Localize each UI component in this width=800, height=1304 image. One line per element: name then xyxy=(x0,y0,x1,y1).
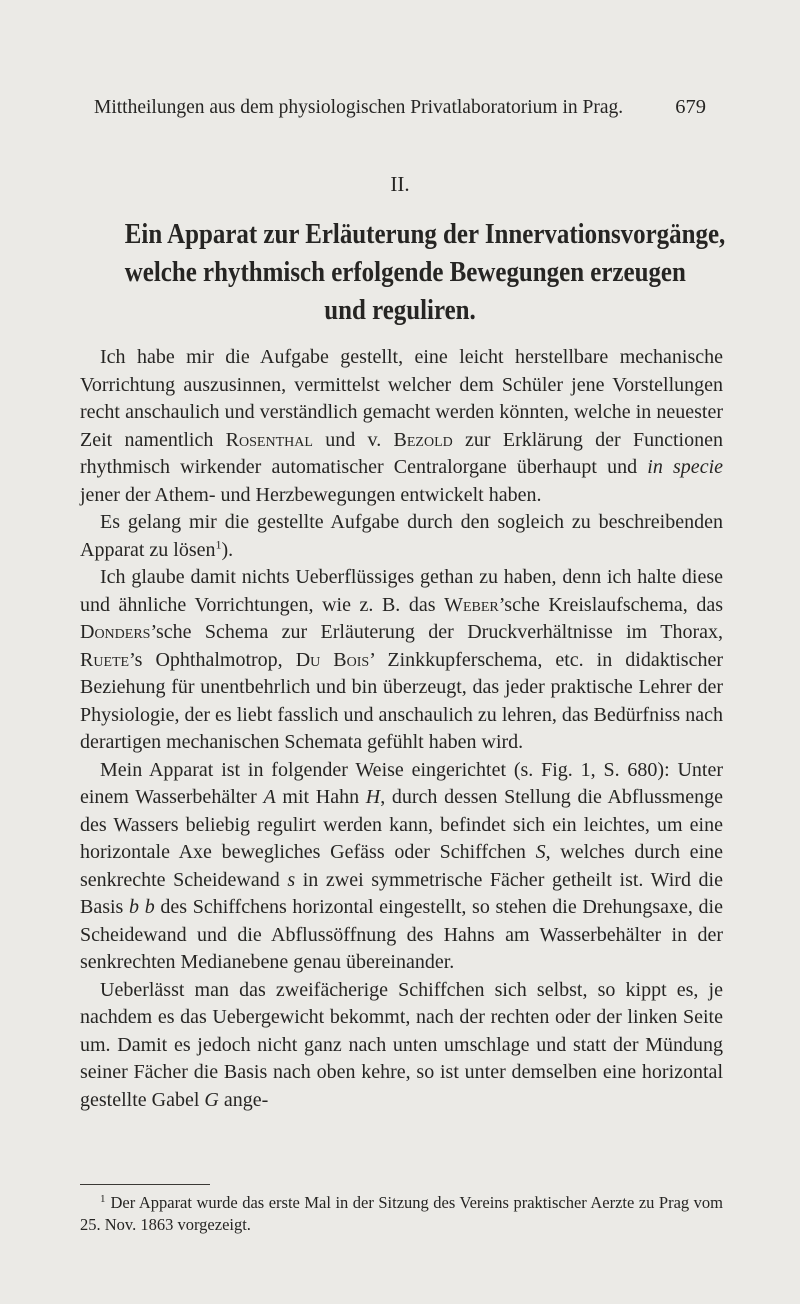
text-run: Mein Apparat ist in folgender Weise eingerichtet (s. Fig. 1, S. 680): Unter einem Wasserbehälter xyxy=(80,758,723,808)
text-run: Ich glaube damit nichts Ueberflüssiges gethan zu haben, denn ich halte diese und ähnliche Vorrichtungen, wie z. B. das xyxy=(80,566,723,616)
text-run: ’sche Kreislaufschema, das xyxy=(498,593,723,616)
title-line-3: und reguliren. xyxy=(324,294,476,326)
text-run: in zwei symmetrische Fächer getheilt ist. Wird die Basis xyxy=(80,868,723,918)
symbol-s-upper: S xyxy=(535,841,546,863)
text-run: ange- xyxy=(218,1088,269,1111)
text-run: jener der Athem- und Herzbewegungen entwickelt haben. xyxy=(80,483,542,506)
footnote-reference[interactable]: 1 xyxy=(215,536,222,551)
text-run: ). xyxy=(221,538,234,561)
symbol-a: A xyxy=(263,786,276,808)
text-run: ’s Ophthalmotrop, xyxy=(129,648,296,671)
author-name-rosenthal: Rosenthal xyxy=(225,428,313,451)
paragraph-5 xyxy=(80,977,723,1115)
footnote-text: Der Apparat wurde das erste Mal in der Sitzung des Vereins praktischer Aerzte zu Prag vom 25. Nov. 1863 vorgezeigt. xyxy=(80,1193,723,1234)
section-number: II. xyxy=(390,172,410,196)
text-run: des Schiffchens horizontal eingestellt, so stehen die Drehungsaxe, die Scheidewand und die Abflussöffnung des Hahns am Wasserbehälter in der senkrechten Medianebene genau übereinander. xyxy=(80,896,723,973)
text-run: , durch dessen Stellung die Abflussmenge des Wassers beliebig regulirt werden kann, befindet sich ein leichtes, um eine horizontale Axe bewegliches Gefäss oder Schiffchen xyxy=(80,786,723,863)
paragraph-3 xyxy=(80,564,723,757)
footnote xyxy=(80,1192,723,1236)
text-run: Ich habe mir die Aufgabe gestellt, eine leicht herstellbare mechanische Vorrichtung auszusinnen, vermittelst welcher dem Schüler jene Vorstellungen recht anschaulich und verständlich gemacht werden könnten, welche in neuester Zeit namentlich xyxy=(80,346,723,451)
symbol-g: G xyxy=(204,1088,219,1111)
author-name-donders: Donders xyxy=(80,621,151,643)
running-head xyxy=(94,96,706,119)
text-run: und v. xyxy=(312,428,394,451)
paragraph-4 xyxy=(80,757,723,977)
paragraph-2 xyxy=(80,509,723,564)
text-run: ’ Zinkkupferschema, etc. in didaktischer Beziehung für unentbehrlich und bin überzeugt, das jeder praktische Lehrer der Physiologie, der es liebt fasslich und anschaulich zu lehren, das Bedürfniss nach derartigen mechanischen Schemata gefühlt haben wird. xyxy=(80,648,724,753)
italic-term: in specie xyxy=(647,456,723,478)
symbol-s-lower: s xyxy=(287,868,296,891)
title-line-2: welche rhythmisch erfolgende Bewegungen erzeugen xyxy=(124,256,686,288)
running-title: Mittheilungen aus dem physiologischen Privatlaboratorium in Prag. xyxy=(94,97,624,118)
footnote-divider xyxy=(80,1184,210,1185)
text-run: zur Erklärung der Functionen rhythmisch wirkender automatischer Centralorgane überhaupt und xyxy=(80,428,723,478)
footnote-mark: 1 xyxy=(100,1192,106,1205)
text-run: Ueberlässt man das zweifächerige Schiffchen sich selbst, so kippt es, je nachdem es das Uebergewicht bekommt, nach der rechten oder der linken Seite um. Damit es jedoch nicht ganz nach unten umschlage und statt der Mündung seiner Fächer die Basis nach oben kehre, so ist unter demselben eine horizontal gestellte Gabel xyxy=(80,978,723,1111)
text-run: Es gelang mir die gestellte Aufgabe durch den sogleich zu beschreibenden Apparat zu lösen xyxy=(80,511,723,561)
author-name-du-bois: Du Bois xyxy=(295,648,370,671)
author-name-ruete: Ruete xyxy=(80,648,130,671)
symbol-bb: b b xyxy=(129,896,155,918)
author-name-bezold: Bezold xyxy=(393,428,453,451)
text-run: , welches durch eine senkrechte Scheidewand xyxy=(80,841,723,891)
author-name-weber: Weber xyxy=(444,593,499,616)
paragraph-1 xyxy=(80,344,723,509)
symbol-h: H xyxy=(365,786,381,808)
page-number: 679 xyxy=(675,96,706,118)
body-text xyxy=(80,344,723,1114)
text-run: ’sche Schema zur Erläuterung der Druckverhältnisse im Thorax, xyxy=(150,621,723,643)
article-title xyxy=(124,215,726,329)
title-line-1: Ein Apparat zur Erläuterung der Innervationsvorgänge, xyxy=(124,218,726,250)
text-run: mit Hahn xyxy=(275,786,366,808)
